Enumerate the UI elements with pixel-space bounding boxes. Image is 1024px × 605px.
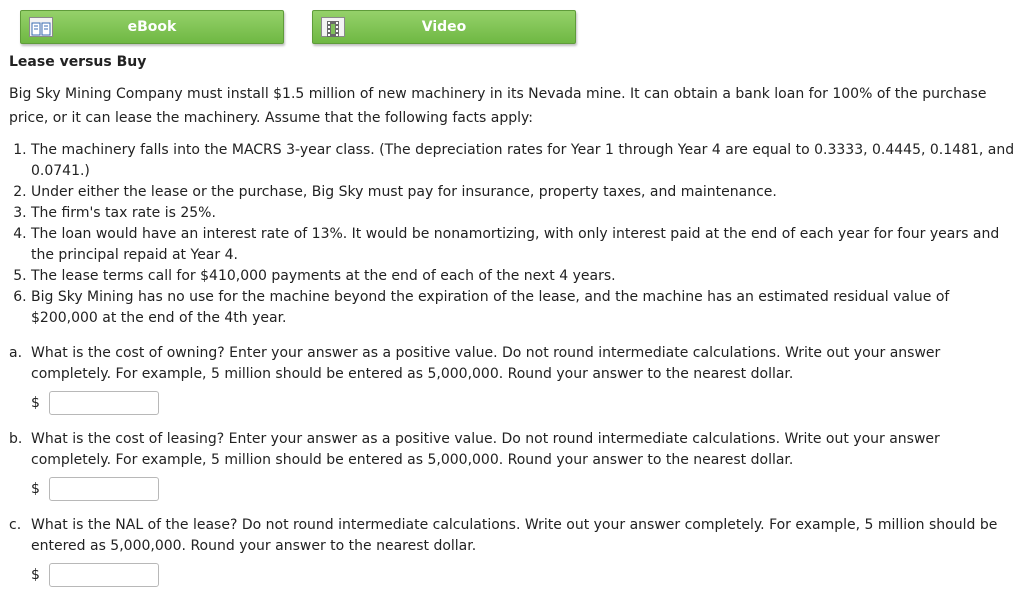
currency-symbol: $ — [31, 480, 40, 497]
question-c — [9, 515, 1015, 587]
resource-tabs — [20, 10, 580, 44]
fact-item: 6. Big Sky Mining has no use for the machine beyond the expiration of the lease, and the machine has an estimated residual value of $200,000 at the end of the 4th year. — [31, 287, 1015, 329]
book-icon — [29, 17, 53, 37]
fact-item: 4. The loan would have an interest rate of 13%. It would be nonamortizing, with only interest paid at the end of each year for four years and the principal repaid at Year 4. — [31, 224, 1015, 266]
question-letter: c. — [9, 517, 22, 533]
answer-row — [31, 391, 1015, 415]
question-text: What is the cost of leasing? Enter your answer as a positive value. Do not round intermediate calculations. Write out your answer completely. For example, 5 million should be entered as 5,000,000. Round your answer to the nearest dollar. — [31, 431, 940, 468]
fact-item: 3. The firm's tax rate is 25%. — [31, 203, 1015, 224]
answer-a-input[interactable] — [49, 391, 159, 415]
question-letter: b. — [9, 431, 23, 447]
answer-row — [31, 477, 1015, 501]
fact-item: 1. The machinery falls into the MACRS 3-year class. (The depreciation rates for Year 1 through Year 4 are equal to 0.3333, 0.4445, 0.1481, and 0.0741.) — [31, 140, 1015, 182]
ebook-tab-label: eBook — [127, 19, 177, 35]
question-letter: a. — [9, 345, 23, 361]
video-tab[interactable] — [312, 10, 576, 44]
fact-item: 5. The lease terms call for $410,000 payments at the end of each of the next 4 years. — [31, 266, 1015, 287]
problem-title: Lease versus Buy — [9, 54, 147, 70]
video-tab-label: Video — [421, 19, 467, 35]
currency-symbol: $ — [31, 566, 40, 583]
fact-item: 2. Under either the lease or the purchase, Big Sky must pay for insurance, property taxes, and maintenance. — [31, 182, 1015, 203]
ebook-tab[interactable] — [20, 10, 284, 44]
answer-c-input[interactable] — [49, 563, 159, 587]
film-icon — [321, 17, 345, 37]
problem-intro: Big Sky Mining Company must install $1.5 million of new machinery in its Nevada mine. It can obtain a bank loan for 100% of the purchase price, or it can lease the machinery. Assume that the following facts apply: — [9, 86, 987, 126]
question-b — [9, 429, 1015, 501]
facts-list — [9, 140, 1015, 329]
question-text: What is the NAL of the lease? Do not round intermediate calculations. Write out your answer completely. For example, 5 million should be entered as 5,000,000. Round your answer to the nearest dollar. — [31, 517, 998, 554]
question-text: What is the cost of owning? Enter your answer as a positive value. Do not round intermediate calculations. Write out your answer completely. For example, 5 million should be entered as 5,000,000. Round your answer to the nearest dollar. — [31, 345, 941, 382]
currency-symbol: $ — [31, 394, 40, 411]
question-a — [9, 343, 1015, 415]
answer-b-input[interactable] — [49, 477, 159, 501]
problem-content — [9, 54, 1015, 587]
answer-row — [31, 563, 1015, 587]
